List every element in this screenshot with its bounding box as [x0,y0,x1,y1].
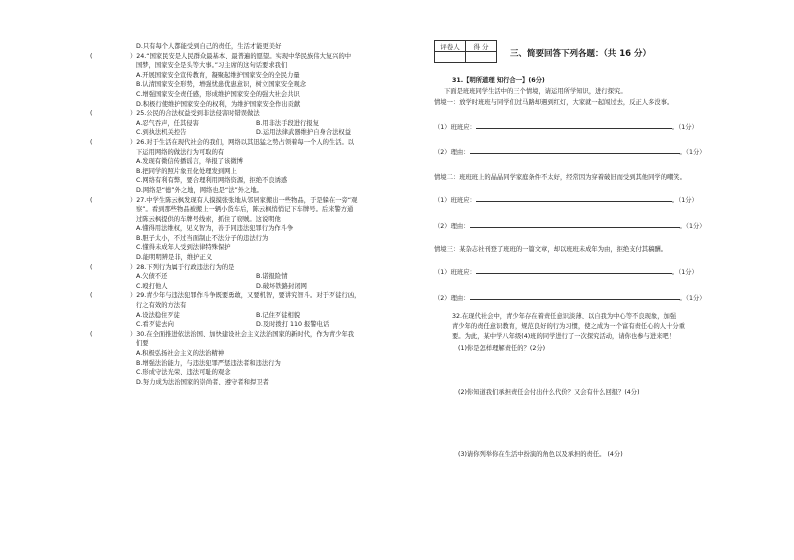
q32-line-2: 青少年的责任意识教育，规范良好的行为习惯，使之成为一个富有责任心的人十分重 [452,323,685,330]
answer-paren[interactable]: ( [90,138,93,146]
text-line [98,359,426,369]
option-b: D.运用法律武器维护自身合法权益 [256,129,352,137]
score-cell: 得 分 [466,41,497,52]
line-text: D.积极行使维护国家安全的权利，为维护国家安全作出贡献 [136,100,301,108]
answer-paren[interactable]: ( [90,52,93,60]
text-line [98,349,426,359]
text-line [98,148,426,158]
line-text: A.懂得用法维权，见义智为，善于同违法犯罪行为作斗争 [136,225,294,233]
s1-label: （1）班班应： [434,124,476,131]
line-text: B.把同学的照片象丑化处理发到网上 [136,167,237,175]
s1-reason-score: 。（1分） [679,149,706,156]
text-line [98,272,426,282]
answer-paren[interactable]: ( [90,110,93,118]
s1-score: 。（1分） [671,124,698,131]
question-line [90,263,426,273]
line-text: ）24.“国家民安是人民群众最基本、最普遍的愿望。实现中华民族伟大复兴的中 [130,52,352,60]
line-text: C.形成守法光荣、违法可耻的观念 [136,369,231,377]
option-a: C.殴打他人 [136,282,168,290]
text-line [98,282,426,292]
s1-reason-label: （2）理由： [434,149,470,156]
line-text: 行之有效的方法有 [136,302,187,310]
question-line [90,291,426,301]
score-table [434,40,497,63]
s1-answer-blank[interactable] [476,121,672,129]
line-text: C.懂得未成年人受到法律特殊保护 [136,244,231,252]
text-line [98,368,426,378]
text-line [98,100,426,110]
line-text: 察”。看到那些物品被搬上一辆小货车后，陈云枫悄悄记下车牌号。后来警方通 [136,206,354,214]
text-line [98,157,426,167]
text-line [98,215,426,225]
text-line [98,80,426,90]
line-text: ）27.中学生陈云枫发现有人摸摸张张地从邻居家搬出一些物品，于是躲在一旁“观 [130,196,358,204]
s2-reason-label: （2）理由： [434,223,470,230]
question-line [90,52,426,62]
s3-reason-line [434,292,706,304]
q31-intro: 下面是班班同学生活中的三个情境，请运用所学知识，进行探究。 [444,88,627,95]
answer-paren[interactable]: ( [90,263,93,271]
line-text: ）28.下列行为属于行政违法行为的是 [130,263,235,271]
text-line [98,243,426,253]
reviewer-cell: 评卷人 [435,41,466,52]
line-text: D.只有每个人都能受到自己的责任，生活才能更美好 [136,43,282,50]
text-line [98,339,426,349]
s3-score: 。（1分） [671,269,698,276]
text-line [98,311,426,321]
option-a: C.到执法机关控告 [136,129,187,137]
q32-part-1: (1)你是怎样理解责任的？(2分) [458,345,546,352]
s1-reason-blank[interactable] [470,146,680,154]
text-line [98,224,426,234]
option-b: B.诺报险情 [256,273,288,281]
s3-reason-blank[interactable] [470,292,680,300]
line-text: ）25.公民的合法权益受到非法侵害时错误做法 [130,110,260,118]
text-line [98,205,426,215]
line-text: A.开展国家安全宣传教育，凝聚起维护国家安全的全民力量 [136,71,300,79]
line-text: ）30.在全面推进依法治国、加快建设社会主义法治国家的新时代，作为青少年我 [130,330,355,338]
text-line [98,61,426,71]
left-column [90,42,426,387]
reviewer-blank [435,52,466,63]
option-b: B.记住歹徒相貌 [256,311,301,319]
option-a: A.忍气吞声，任其侵害 [136,119,199,127]
text-line [98,90,426,100]
q32-part-2: (2)你知道我们承担责任会付出什么代价？又会有什么回报？(4分) [458,389,640,396]
line-text: B.增强法治能力，与违法犯罪严惩违法者和违法行为 [136,359,281,367]
s2-label: （1）班班应： [434,197,476,204]
s3-answer-blank[interactable] [476,266,672,274]
option-b: D.破坏铁路封闭网 [256,282,307,290]
situation-3: 情境三：某杂志社刊登了班班的一篇文章，却以班班未成年为由，拒绝支付其稿酬。 [434,246,667,253]
text-line [98,320,426,330]
answer-paren[interactable]: ( [90,330,93,338]
text-line [98,253,426,263]
line-text: A.发现有微信传播谣言，举报了该微博 [136,158,243,166]
answer-paren[interactable]: ( [90,292,93,300]
text-line [98,71,426,81]
q31-header: 31.【明所道理 知行合一】(6分) [452,77,545,84]
text-line [98,234,426,244]
text-line [98,167,426,177]
score-blank [466,52,497,63]
option-a: A.设法稳住歹徒 [136,311,180,319]
s1-answer-line [434,121,698,133]
option-b: B.用非法手段进行报复 [256,119,319,127]
s3-reason-score: 。（1分） [679,295,706,302]
line-text: B.认清国家安全形势，增强忧患优患意识，树立国家安全观念 [136,81,307,89]
text-line [98,186,426,196]
text-line [98,176,426,186]
line-text: ）26.对于生活在现代社会的我们，网络以其迅猛之势占领着每一个人的生活。以 [130,138,355,146]
s2-reason-score: 。（1分） [679,223,706,230]
line-text: ）29.青少年与违法犯罪作斗争既要勇敢，又要机智，要讲究智斗。对于歹徒行凶， [130,292,361,300]
line-text: C.增强国家安全责任感，形成维护国家安全的强大社会共识 [136,90,300,98]
q32-line-1: 32.在现代社会中，青少年存在着责任意识淡薄、以自我为中心等不良现象，加强 [452,313,677,320]
text-line [98,42,426,52]
text-line [98,301,426,311]
option-a: C.看歹徒去向 [136,321,174,329]
line-text: 过陈云枫提供的车牌号线索，抓住了窃贼。这说明他 [136,215,281,223]
question-line [90,330,426,340]
line-text: D.网络是“德”外之地，网络也是“法”外之地。 [136,186,263,194]
s2-reason-line [434,220,706,232]
s2-score: 。（1分） [671,197,698,204]
option-b: D.及时拨打 110 报警电话 [256,321,330,329]
line-text: C.网络有利有弊，要合理利用网络资源，拒绝不良诱惑 [136,177,288,185]
line-text: B.胆子太小，不过当面制止不法分子的违法行为 [136,234,269,242]
situation-1: 情境一：放学时班班与同学们过马路却遇到红灯，大家就一起闯过去，反正人多没事。 [434,99,674,106]
s3-answer-line [434,266,698,278]
q32-line-3: 要。为此，某中学八年级(4)班的同学进行了一次探究活动，请你也参与进来吧！ [452,333,676,340]
section-title: 三、简要回答下列各题：（共 16 分） [510,49,651,59]
situation-2: 情境二：班班班上的晶晶同学家庭条件不太好，经常因为穿着破旧而受到其他同学的嘲笑。 [434,174,686,181]
answer-paren[interactable]: ( [90,196,93,204]
option-a: A.欠债不还 [136,273,168,281]
s1-reason-line [434,146,706,158]
line-text: D.能明明辨是非，维护正义 [136,254,213,262]
line-text: 们要 [136,340,149,348]
line-text: A.积极弘扬社会主义的法治精神 [136,350,225,357]
line-text: D.努力成为法治国家的崇尚者、遵守者和捍卫者 [136,378,269,386]
text-line [98,128,426,138]
line-text: 下运用网络的做法行为可取的有 [136,148,225,156]
line-text: 国梦，国家安全是头等大事。”习主席的这句话要求我们 [136,62,288,70]
question-line [90,196,426,206]
question-line [90,138,426,148]
q32-part-3: (3)请你列举你在生活中扮演的角色以及承担的责任。 (4分) [458,451,623,458]
s2-answer-line [434,194,698,206]
s3-label: （1）班班应： [434,269,476,276]
s2-answer-blank[interactable] [476,194,672,202]
text-line [98,378,426,388]
question-line [90,109,426,119]
s3-reason-label: （2）理由： [434,295,470,302]
text-line [98,119,426,129]
s2-reason-blank[interactable] [470,220,680,228]
